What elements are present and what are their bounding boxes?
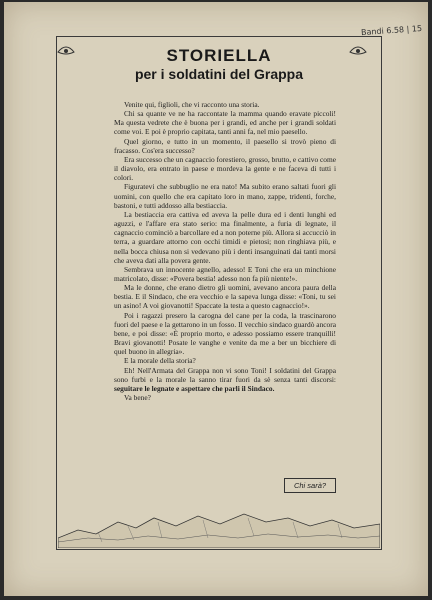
paragraph: Era successo che un cagnaccio forestiero, grosso, brutto, e cattivo come il diavolo, era entrato in paese e mordeva la gente e ne faceva di tutti i colori. bbox=[114, 154, 336, 183]
final-paragraph bbox=[114, 366, 336, 393]
poster-sheet bbox=[4, 2, 428, 596]
paragraph: Poi i ragazzi presero la carogna del cane per la coda, la trascinarono fuori del paese e la gettarono in un fosso. Il vecchio sindaco guardò ancora bene, e poi disse: «È proprio morto, e adesso possiamo essere tranquilli! Bravi giovanotti! Posate le vanghe e venite da me a ber un bicchiere di quel buono in allegria». bbox=[114, 310, 336, 357]
paragraph: Sembrava un innocente agnello, adesso! E Toni che era un minchione matricolato, disse: «Povera bestia! adesso non fa più niente!». bbox=[114, 264, 336, 283]
paragraph: La bestiaccia era cattiva ed aveva la pelle dura ed i denti lunghi ed aguzzi, e l'affare era stato serio: ma finalmente, a furia di legnate, il cagnaccio cominciò a barcollare ed a non poterne più. Allora si accucciò in terra, a guardare attorno con occhi timidi e pietosi; non ringhiava più, e nella bocca chiusa non si vedevano più i denti insanguinati dai tanti morsi che aveva dati alla povera gente. bbox=[114, 209, 336, 265]
closing-line: Va bene? bbox=[124, 393, 151, 402]
paragraph: Figuratevi che subbuglio ne era nato! Ma subito erano saltati fuori gli uomini, con quello che era capitato loro in mano, zappe, tridenti, forche, bastoni, e tutti addosso alla bestiaccia. bbox=[114, 182, 336, 210]
final-paragraph-intro: Eh! Nell'Armata del Grappa non vi sono Toni! I soldatini del Grappa sono furbi e la morale la sanno tirar fuori da sè senza tanti discorsi: bbox=[114, 365, 336, 384]
paragraph: E la morale della storia? bbox=[124, 356, 196, 366]
paragraph: Quel giorno, e tutto in un momento, il paesello si trovò pieno di fracasso. Cos'era successo? bbox=[114, 136, 336, 155]
poster-subtitle: per i soldatini del Grappa bbox=[134, 66, 304, 82]
poster-title: STORIELLA bbox=[166, 46, 272, 65]
paragraph: Ma le donne, che erano dietro gli uomini, avevano ancora paura della bestia. E il Sindaco, che era vecchio e la sapeva lunga disse: «Toni, tu sei un asino! A voi giovanotti! Spaccate la testa a questo cagnaccio!». bbox=[114, 283, 336, 311]
archive-mark: Bandi 6.58 | 15 bbox=[360, 23, 423, 38]
paragraph: Venite qui, figlioli, che vi racconto una storia. bbox=[124, 100, 260, 109]
final-paragraph-moral: seguitare le legnate e aspettare che parli il Sindaco. bbox=[114, 383, 275, 393]
mountain-range-illustration bbox=[58, 508, 380, 548]
paragraph: Chi sa quante ve ne ha raccontate la mamma quando eravate piccoli! Ma questa vedrete che è buona per i grandi, ed anche per i grandi soldati come voi. E poi è proprio capitata, tanti anni fa, nel mio paesello. bbox=[114, 109, 336, 137]
signature-box: Chi sarà? bbox=[284, 478, 336, 493]
story-text bbox=[114, 100, 336, 402]
